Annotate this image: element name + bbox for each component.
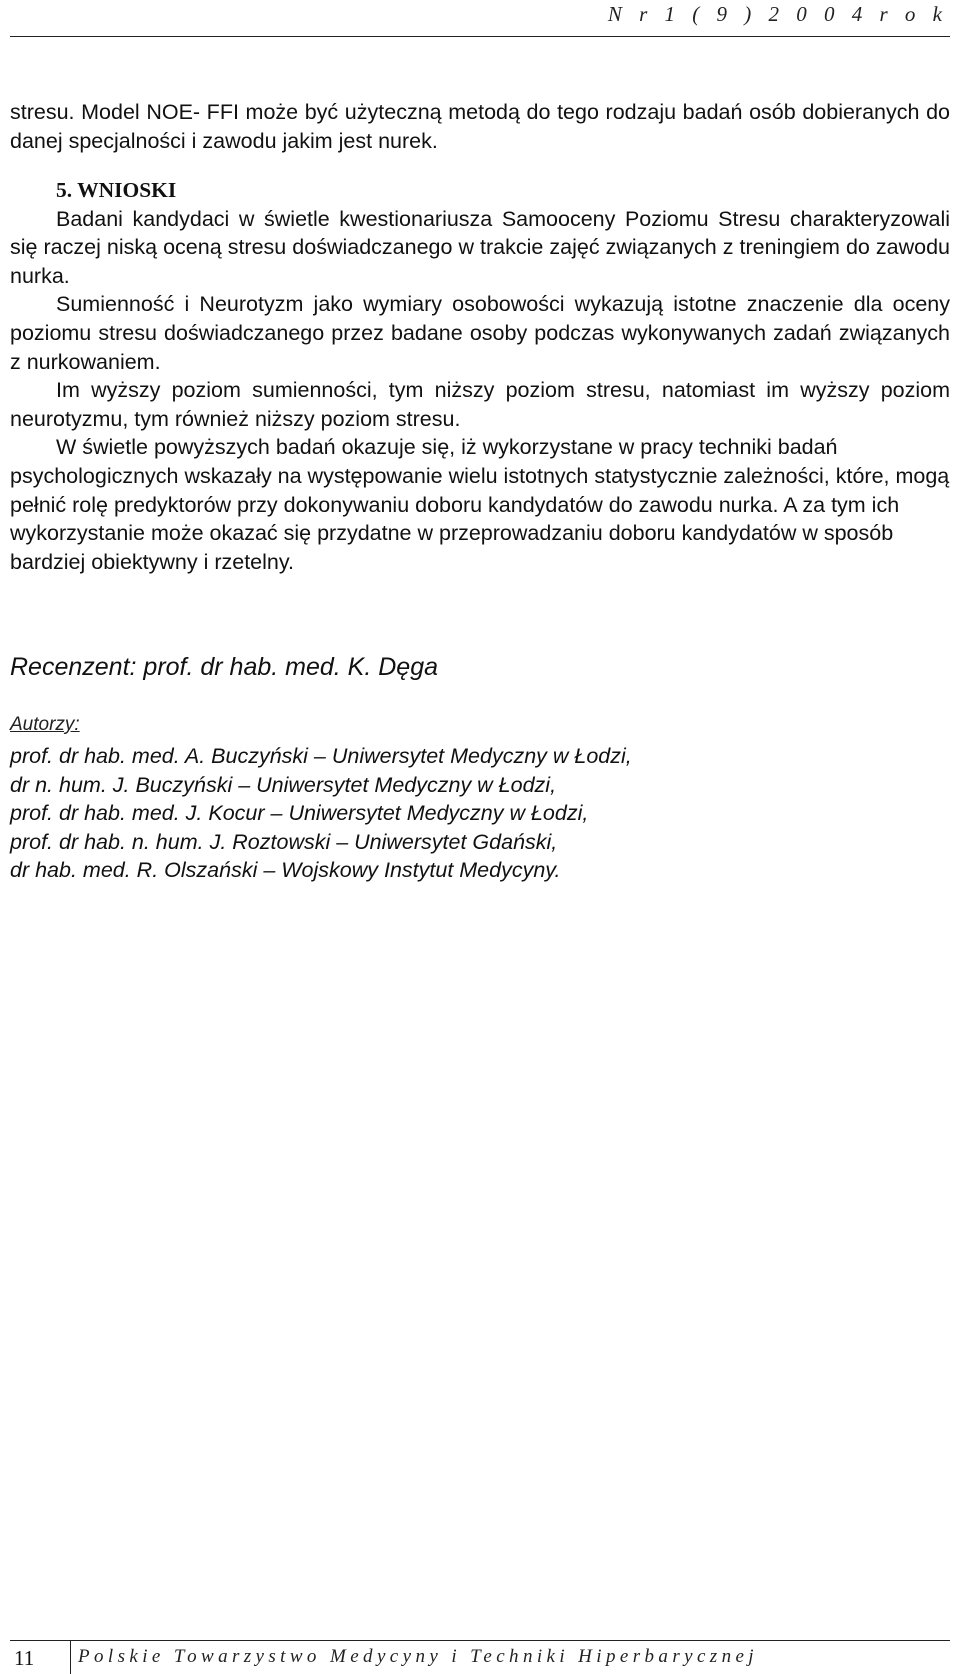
conclusion-paragraph-1: Badani kandydaci w świetle kwestionariusza Samooceny Poziomu Stresu charakteryzowali się raczej niską oceną stresu doświadczanego w trakcie zajęć związanych z treningiem do zawodu nurka. bbox=[10, 206, 950, 288]
journal-name-footer: Polskie Towarzystwo Medycyny i Techniki Hiperbarycznej bbox=[78, 1646, 758, 1667]
intro-paragraph: stresu. Model NOE- FFI może być użyteczną metodą do tego rodzaju badań osób dobieranych do danej specjalności i zawodu jakim jest nurek. bbox=[10, 100, 950, 153]
conclusion-paragraph-4: W świetle powyższych badań okazuje się, iż wykorzystane w pracy techniki badań psychologicznych wskazały na występowanie wielu istotnych statystycznie zależności, które, mogą pełnić rolę predyktorów przy dokonywaniu doboru kandydatów do zawodu nurka. A za tym ich wykorzystanie może okazać się przydatne w przeprowadzaniu doboru kandydatów w sposób bardziej obiektywny i rzetelny. bbox=[10, 435, 950, 574]
author-item: prof. dr hab. n. hum. J. Roztowski – Uniwersytet Gdański, bbox=[10, 829, 558, 854]
authors-label: Autorzy: bbox=[10, 714, 80, 735]
article-body bbox=[10, 98, 950, 155]
author-item: prof. dr hab. med. A. Buczyński – Uniwersytet Medyczny w Łodzi, bbox=[10, 744, 632, 768]
author-item: dr hab. med. R. Olszański – Wojskowy Instytut Medycyny. bbox=[10, 858, 561, 883]
footer-rule bbox=[10, 1640, 950, 1641]
conclusions-section bbox=[10, 176, 950, 576]
page-number: 11 bbox=[14, 1646, 35, 1670]
authors-list bbox=[10, 742, 632, 885]
section-heading: 5. WNIOSKI bbox=[56, 178, 177, 202]
journal-issue-header: N r 1 ( 9 ) 2 0 0 4 r o k bbox=[607, 2, 948, 26]
footer-separator bbox=[70, 1640, 71, 1674]
author-item: prof. dr hab. med. J. Kocur – Uniwersytet Medyczny w Łodzi, bbox=[10, 801, 589, 826]
conclusion-paragraph-3: Im wyższy poziom sumienności, tym niższy poziom stresu, natomiast im wyższy poziom neurotyzmu, tym również niższy poziom stresu. bbox=[10, 378, 950, 431]
conclusion-paragraph-2: Sumienność i Neurotyzm jako wymiary osobowości wykazują istotne znaczenie dla oceny poziomu stresu doświadczanego przez badane osoby podczas wykonywanych zadań związanych z nurkowaniem. bbox=[10, 292, 950, 374]
author-item: dr n. hum. J. Buczyński – Uniwersytet Medyczny w Łodzi, bbox=[10, 772, 557, 797]
reviewer-line: Recenzent: prof. dr hab. med. K. Dęga bbox=[10, 653, 439, 681]
header-rule bbox=[10, 36, 950, 37]
